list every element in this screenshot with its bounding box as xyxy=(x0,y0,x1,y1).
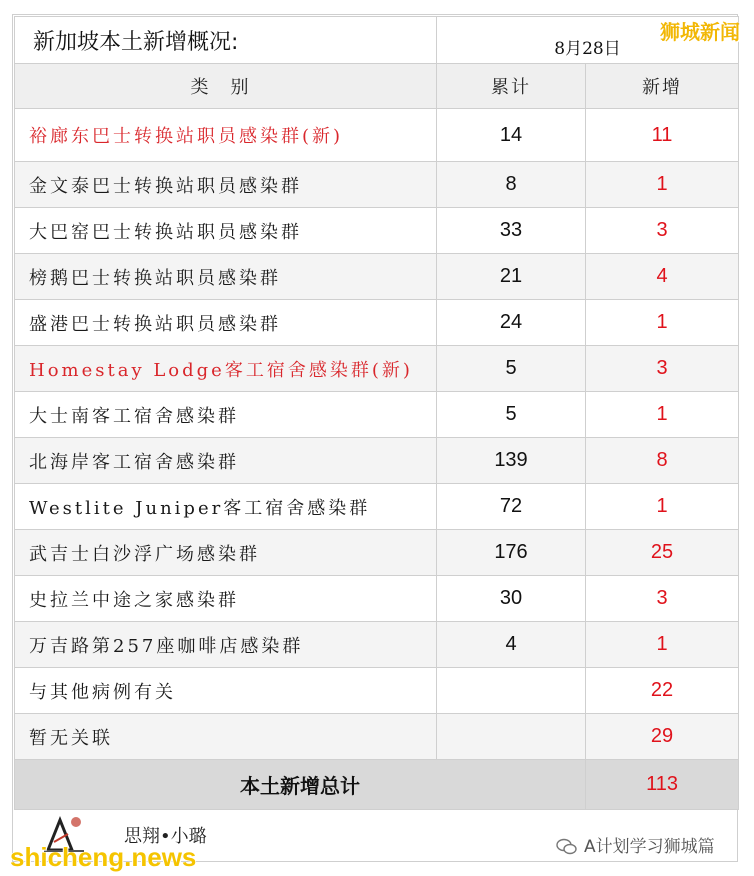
row-category: 裕廊东巴士转换站职员感染群(新) xyxy=(15,109,437,162)
table-row xyxy=(15,576,739,622)
row-category: 金文泰巴士转换站职员感染群 xyxy=(15,162,437,208)
row-new: 22 xyxy=(586,668,739,714)
row-category: 北海岸客工宿舍感染群 xyxy=(15,438,437,484)
row-new: 11 xyxy=(586,109,739,162)
table-row xyxy=(15,484,739,530)
row-cumulative: 5 xyxy=(437,392,586,438)
table-title: 新加坡本土新增概况: xyxy=(15,17,437,64)
row-category: Westlite Juniper客工宿舍感染群 xyxy=(15,484,437,530)
total-label: 本土新增总计 xyxy=(15,760,586,810)
wechat-watermark xyxy=(556,832,715,857)
row-category: 万吉路第257座咖啡店感染群 xyxy=(15,622,437,668)
table-row xyxy=(15,438,739,484)
row-category: Homestay Lodge客工宿舍感染群(新) xyxy=(15,346,437,392)
table-row xyxy=(15,162,739,208)
row-new: 3 xyxy=(586,576,739,622)
row-cumulative: 176 xyxy=(437,530,586,576)
table-row xyxy=(15,254,739,300)
table-row xyxy=(15,392,739,438)
row-cumulative: 4 xyxy=(437,622,586,668)
table-row xyxy=(15,109,739,162)
report-date: 8月28日 xyxy=(437,17,739,64)
row-cumulative: 139 xyxy=(437,438,586,484)
row-cumulative: 5 xyxy=(437,346,586,392)
total-row xyxy=(15,760,739,810)
watermark-top: 狮城新闻 xyxy=(660,20,740,44)
row-new: 29 xyxy=(586,714,739,760)
row-cumulative: 14 xyxy=(437,109,586,162)
row-cumulative: 30 xyxy=(437,576,586,622)
row-new: 3 xyxy=(586,208,739,254)
table-row xyxy=(15,668,739,714)
row-cumulative: 8 xyxy=(437,162,586,208)
row-category: 大巴窑巴士转换站职员感染群 xyxy=(15,208,437,254)
row-cumulative: 24 xyxy=(437,300,586,346)
row-category: 暂无关联 xyxy=(15,714,437,760)
table-row xyxy=(15,208,739,254)
row-category: 史拉兰中途之家感染群 xyxy=(15,576,437,622)
row-new: 3 xyxy=(586,346,739,392)
title-row xyxy=(15,17,739,64)
row-new: 8 xyxy=(586,438,739,484)
row-cumulative: 33 xyxy=(437,208,586,254)
header-new: 新增 xyxy=(586,64,739,109)
row-new: 25 xyxy=(586,530,739,576)
row-category: 武吉士白沙浮广场感染群 xyxy=(15,530,437,576)
row-new: 4 xyxy=(586,254,739,300)
row-cumulative xyxy=(437,714,586,760)
row-category: 榜鹅巴士转换站职员感染群 xyxy=(15,254,437,300)
row-new: 1 xyxy=(586,162,739,208)
table-row xyxy=(15,622,739,668)
header-cumulative: 累计 xyxy=(437,64,586,109)
table-row xyxy=(15,714,739,760)
header-category: 类别 xyxy=(15,64,437,109)
row-new: 1 xyxy=(586,484,739,530)
row-new: 1 xyxy=(586,622,739,668)
site-watermark: shicheng.news xyxy=(10,842,197,872)
row-category: 大士南客工宿舍感染群 xyxy=(15,392,437,438)
table-row xyxy=(15,346,739,392)
row-category: 盛港巴士转换站职员感染群 xyxy=(15,300,437,346)
table-row xyxy=(15,300,739,346)
wechat-icon xyxy=(556,838,578,856)
row-cumulative: 21 xyxy=(437,254,586,300)
author-credit: 思翔•小璐 xyxy=(124,826,207,847)
row-new: 1 xyxy=(586,300,739,346)
header-row xyxy=(15,64,739,109)
row-category: 与其他病例有关 xyxy=(15,668,437,714)
row-cumulative xyxy=(437,668,586,714)
total-value: 113 xyxy=(586,760,739,810)
wechat-label: A计划学习狮城篇 xyxy=(584,837,715,857)
table-row xyxy=(15,530,739,576)
cases-table xyxy=(14,16,739,810)
row-new: 1 xyxy=(586,392,739,438)
row-cumulative: 72 xyxy=(437,484,586,530)
